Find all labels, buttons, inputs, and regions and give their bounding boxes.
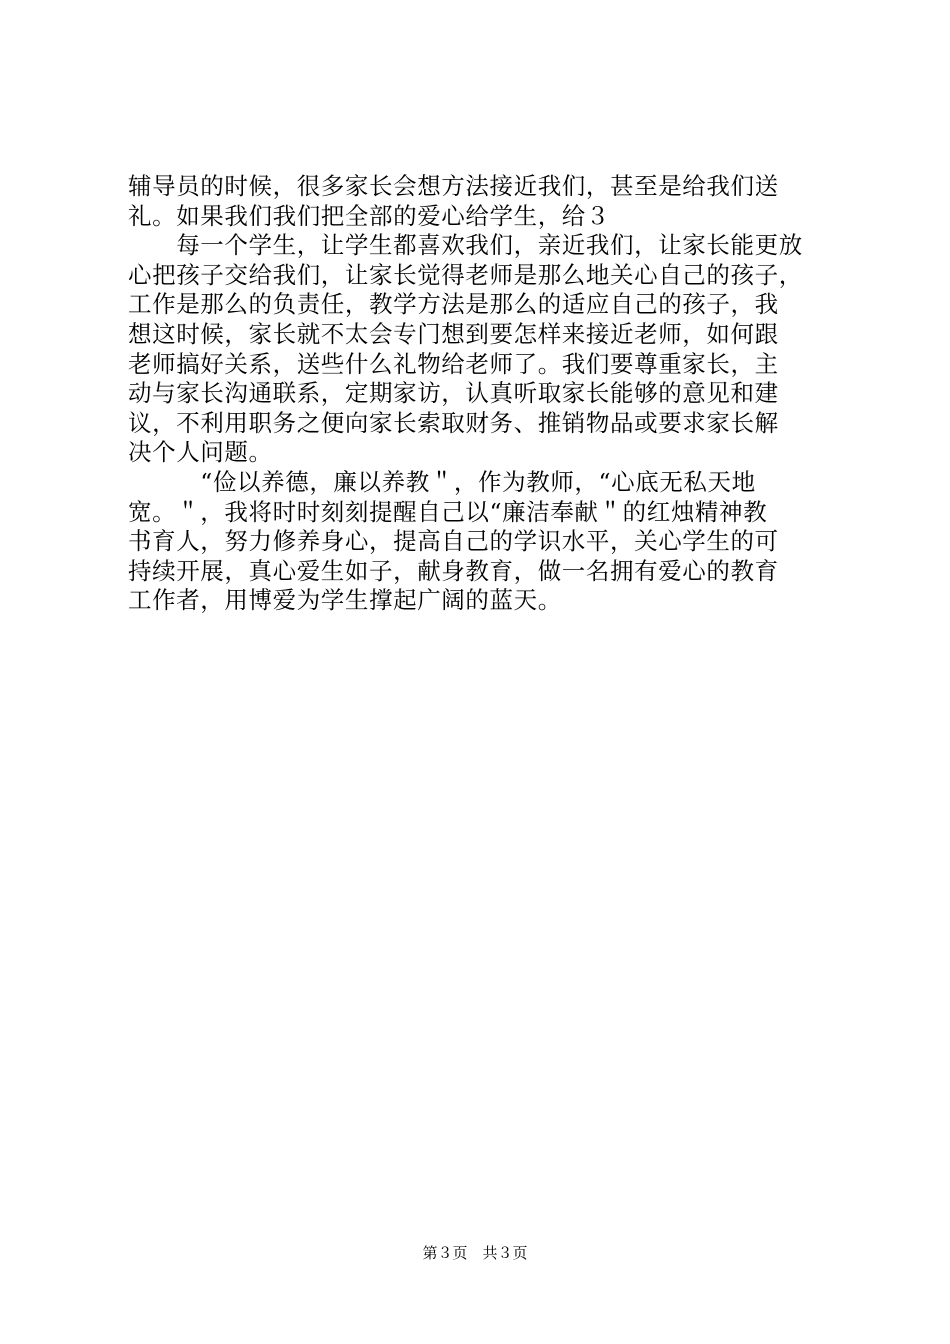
text-line: 动与家长沟通联系，定期家访，认真听取家长能够的意见和建 <box>128 379 779 408</box>
text-line: 每一个学生，让学生都喜欢我们，亲近我们，让家长能更放 <box>128 231 803 260</box>
text-line: 想这时候，家长就不太会专门想到要怎样来接近老师，如何跟 <box>128 319 779 348</box>
text-line: 工作是那么的负责任，教学方法是那么的适应自己的孩子，我 <box>128 290 779 319</box>
text-line: 辅导员的时候，很多家长会想方法接近我们，甚至是给我们送 <box>128 172 779 200</box>
text-line: 礼。如果我们我们把全部的爱心给学生，给３ <box>128 201 610 230</box>
text-line: 持续开展，真心爱生如子，献身教育，做一名拥有爱心的教育 <box>128 556 779 585</box>
page-number-label: 第３页 共３页 <box>422 1244 528 1262</box>
text-line: 老师搞好关系，送些什么礼物给老师了。我们要尊重家长，主 <box>128 349 779 378</box>
text-line: 宽。＂，我将时时刻刻提醒自己以“廉洁奉献＂的红烛精神教 <box>128 497 768 526</box>
text-line: “俭以养德，廉以养教＂，作为教师，“心底无私天地 <box>128 467 756 496</box>
text-line: 议，不利用职务之便向家长索取财务、推销物品或要求家长解 <box>128 408 779 437</box>
text-line: 工作者，用博爱为学生撑起广阔的蓝天。 <box>128 586 562 615</box>
text-line: 心把孩子交给我们，让家长觉得老师是那么地关心自己的孩子， <box>128 260 803 289</box>
text-line: 书育人，努力修养身心，提高自己的学识水平，关心学生的可 <box>128 527 779 556</box>
page-footer <box>0 1243 950 1263</box>
text-line: 决个人问题。 <box>128 438 273 467</box>
body-text <box>128 172 828 616</box>
